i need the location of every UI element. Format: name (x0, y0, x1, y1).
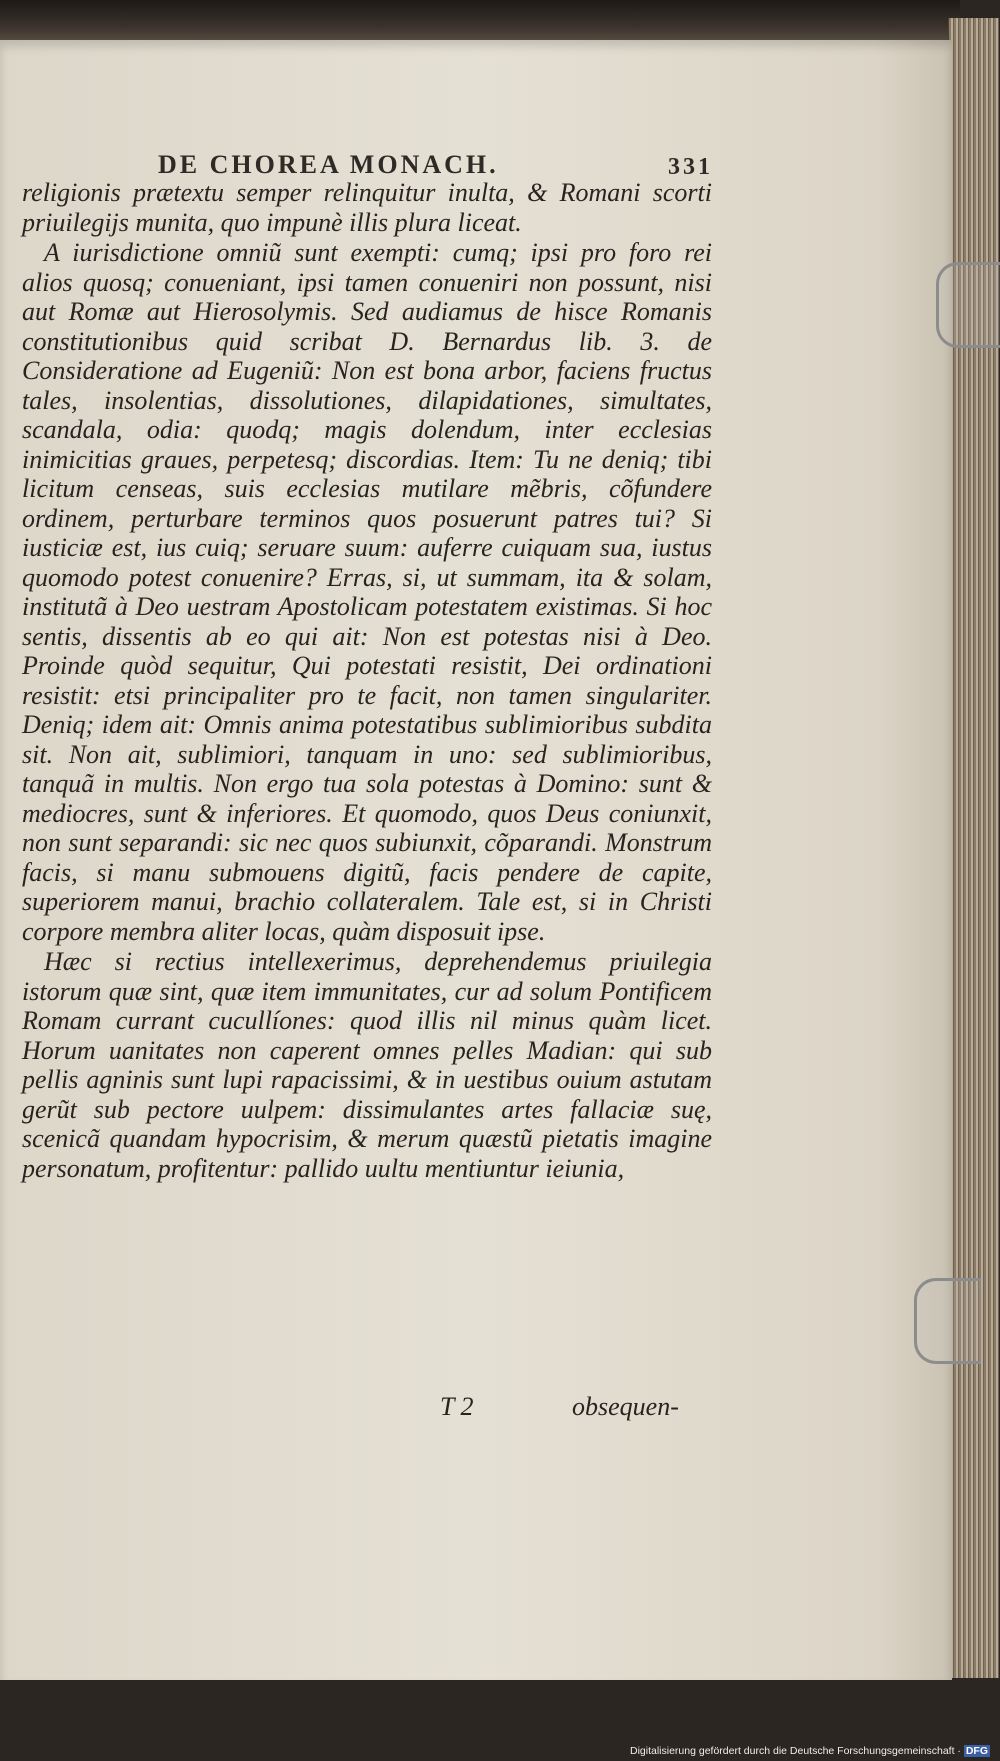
credit-text: Digitalisierung gefördert durch die Deutsche Forschungsgemeinschaft · (629, 1745, 961, 1757)
book-top-edge (0, 0, 960, 44)
signature-mark: T 2 (440, 1392, 474, 1421)
body-text (22, 178, 712, 1183)
paragraph-3: Hæc si rectius intellexerimus, deprehendemus priuilegia istorum quæ sint, quæ item immunitates, cur ad solum Pontificem Romam currant cucullíones: quod illis nil minus quàm licet. Horum uanitates non caperent omnes pelles Madian: qui sub pellis agninis sunt lupi rapacissimi, & in uestibus ouium astutam gerũt sub pectore uulpem: dissimulantes artes fallaciæ suę, scenicã quandam hypocrisim, & merum quæstũ pietatis imagine personatum, profitentur: pallido uultu mentiuntur ieiunia, (22, 947, 712, 1183)
catchword: obsequen- (572, 1392, 679, 1421)
paragraph-2: A iurisdictione omniũ sunt exempti: cumq; ipsi pro foro rei alios quosq; conueniant, ipsi tamen conueniri non possunt, nisi aut Romæ aut Hierosolymis. Sed audiamus de hisce Romanis constitutionibus quid scribat D. Bernardus lib. 3. de Consideratione ad Eugeniũ: Non est bona arbor, faciens fructus tales, insolentias, dissolutiones, dilapidationes, simultates, scandala, odia: quodq; magis dolendum, inter ecclesias inimicitias graues, perpetesq; discordias. Item: Tu ne deniq; tibi licitum censeas, suis ecclesias mutilare mẽbris, cõfundere ordinem, perturbare terminos quos posuerunt patres tui? Si iusticiæ est, ius cuiq; seruare suum: auferre cuiquam sua, iustus quomodo potest conuenire? Erras, si, ut summam, ita & solam, institutã à Deo uestram Apostolicam potestatem existimas. Si hoc sentis, dissentis ab eo qui ait: Non est potestas nisi à Deo. Proinde quòd sequitur, Qui potestati resistit, Dei ordinationi resistit: etsi principaliter pro te facit, non tamen singulariter. Deniq; idem ait: Omnis anima potestatibus sublimioribus subdita sit. Non ait, sublimiori, tanquam in uno: sed sublimioribus, tanquã in multis. Non ergo tua sola potestas à Domino: sunt & mediocres, sunt & inferiores. Et quomodo, quos Deus coniunxit, non sunt separandi: sic nec quos subiunxit, cõparandi. Monstrum facis, si manu submouens digitũ, facis pendere de capite, superiorem manui, brachio collateralem. Tale est, si in Christi corpore membra aliter locas, quàm disposuit ipse. (22, 238, 712, 946)
page-clip-icon (914, 1278, 981, 1364)
running-head-title: DE CHOREA MONACH. (158, 150, 499, 179)
digitization-credit (630, 1745, 990, 1757)
folio-number: 331 (668, 154, 713, 180)
paragraph-1: religionis prætextu semper relinquitur inulta, & Romani scorti priuilegijs munita, quo impunè illis plura liceat. (22, 178, 712, 237)
page-clip-icon (936, 262, 1000, 348)
dfg-logo: DFG (965, 1745, 988, 1757)
